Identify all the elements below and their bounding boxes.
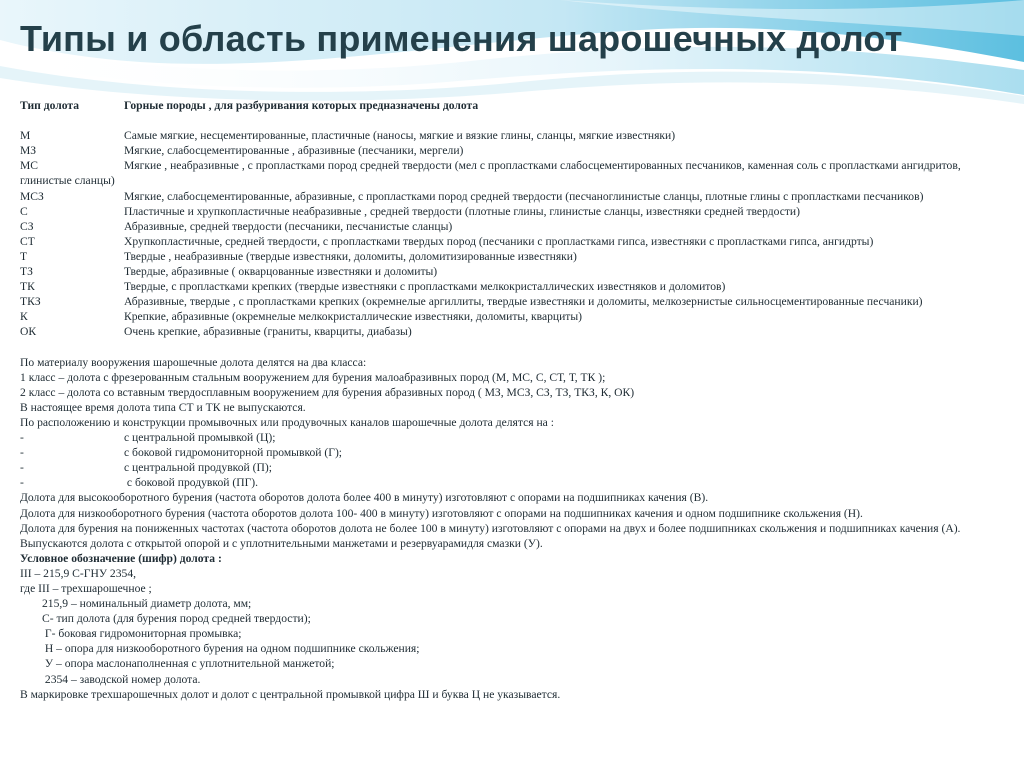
table-header [20,98,995,113]
bit-description: Мягкие, слабосцементированные , абразивные (песчаники, мергели) [124,144,464,158]
bit-code: ОК [20,325,37,339]
table-row [20,234,995,249]
list-item-text: с центральной промывкой (Ц); [124,431,276,445]
table-row [20,264,995,279]
bit-description: Твердые , неабразивные (твердые известняки, доломиты, доломитизированные известняки) [124,249,577,263]
list-item-text: с боковой продувкой (ПГ). [124,476,259,490]
bit-code: ТЗ [20,265,33,279]
bit-code: М [20,129,31,143]
bit-code: СЗ [20,219,34,233]
classes-intro: По материалу вооружения шарошечные долота делятся на два класса: [20,355,367,369]
list-item [20,475,995,490]
page-title: Типы и область применения шарошечных долот [20,18,903,59]
high-speed-text: Долота для высокооборотного бурения (частота оборотов долота более 400 в минуту) изготовляют с опорами на подшипниках качения (В). [20,491,709,505]
code-where: где III – трехшарошечное ; [20,582,152,595]
bit-description: Самые мягкие, несцементированные, пластичные (наносы, мягкие и вязкие глины, сланцы, мягкие известняки) [124,129,676,143]
flush-intro: По расположению и конструкции промывочных или продувочных каналов шарошечные долота делятся на : [20,415,554,429]
bit-description: Твердые, абразивные ( окварцованные известняки и доломиты) [124,265,438,279]
table-row [20,128,995,143]
list-marker: - [20,446,24,460]
code-part: У – опора маслонаполненная с уплотнительной манжетой; [42,657,335,671]
list-item-text: с боковой гидромониторной промывкой (Г); [124,446,343,460]
bit-code: МС [20,159,39,173]
bit-code: МСЗ [20,189,44,203]
class-1-text: 1 класс – долота с фрезерованным стальным вооружением для бурения малоабразивных пород (М, МС, С, СТ, Т, ТК ); [20,370,606,384]
header-bit-type: Тип долота [20,99,79,112]
bit-code: МЗ [20,144,37,158]
code-example: III – 215,9 С-ГНУ 2354, [20,566,137,580]
list-marker: - [20,476,24,490]
table-row [20,294,995,309]
list-item-text: с центральной продувкой (П); [124,461,272,475]
bit-code: К [20,310,28,324]
table-row [20,204,995,219]
bit-description: Пластичные и хрупкопластичные неабразивные , средней твердости (плотные глины, глинистые сланцы, известняки средней твердости) [124,204,800,218]
code-part: 2354 – заводской номер долота. [42,672,201,686]
code-part: Н – опора для низкооборотного бурения на одном подшипнике скольжения; [42,642,420,656]
list-marker: - [20,431,24,445]
bit-description: Хрупкопластичные, средней твердости, с пропластками твердых пород (песчаники с пропластками гипса, известняки с пропластками гипса, ангидрты) [124,234,874,248]
bit-description: Абразивные, средней твердости (песчаники, песчанистые сланцы) [124,219,453,233]
bit-code: С [20,204,28,218]
final-note: В маркировке трехшарошечных долот и долот с центральной промывкой цифра Ш и буква Ц не указывается. [20,687,561,701]
list-item [20,430,995,445]
table-row [20,219,995,234]
table-row [20,324,995,339]
table-row [20,249,995,264]
bit-description: Мягкие , неабразивные , с пропластками пород средней твердости (мел с пропластками слабосцементированных песчаников, каменная соль с пропластками ангидритов, глинистые сланцы) [20,159,961,188]
code-part: С- тип долота (для бурения пород средней твердости); [42,612,311,626]
list-item [20,445,995,460]
bit-code: СТ [20,234,35,248]
code-part: Г- боковая гидромониторная промывка; [42,627,242,641]
bit-description: Крепкие, абразивные (окремнелые мелкокристаллические известняки, доломиты, кварциты) [124,310,583,324]
lowered-speed-text: Долота для бурения на пониженных частотах (частота оборотов долота не более 100 в минуту) изготовляют с опорами на двух и более подшипниках скольжения и подшипниках качения (А). [20,521,961,535]
code-part: 215,9 – номинальный диаметр долота, мм; [42,597,252,611]
open-bearing-text: Выпускаются долота с открытой опорой и с уплотнительными манжетами и резервуарамидля смазки (У). [20,536,543,550]
table-row [20,309,995,324]
header-rock-types: Горные породы , для разбуривания которых предназначены долота [124,99,479,112]
list-marker: - [20,461,24,475]
bit-code: ТКЗ [20,295,41,309]
low-speed-text: Долота для низкооборотного бурения (частота оборотов долота 100- 400 в минуту) изготовляют с опорами на подшипниках качения и одном подшипнике скольжения (Н). [20,506,863,520]
bit-code: ТК [20,280,35,294]
bit-code: Т [20,249,28,263]
bit-description: Очень крепкие, абразивные (граниты, кварциты, диабазы) [124,325,412,339]
bit-description: Мягкие, слабосцементированные, абразивные, с пропластками пород средней твердости (песчаноглинистые сланцы, плотные глины с пропластками песчаников) [124,189,924,203]
table-row [20,158,995,188]
code-title: Условное обозначение (шифр) долота : [20,551,222,565]
not-produced-note: В настоящее время долота типа СТ и ТК не выпускаются. [20,400,306,414]
table-row [20,279,995,294]
list-item [20,460,995,475]
table-row [20,143,995,158]
bit-description: Абразивные, твердые , с пропластками крепких (окремнелые аргиллиты, твердые известняки и доломиты, мелкозернистые сильносцементированные песчаники) [124,295,923,309]
bit-description: Твердые, с пропластками крепких (твердые известняки с пропластками мелкокристаллических известняков и доломитов) [124,280,726,294]
table-row [20,189,995,204]
document-body [20,98,995,702]
class-2-text: 2 класс – долота со вставным твердосплавным вооружением для бурения абразивных пород ( МЗ, МСЗ, СЗ, ТЗ, ТКЗ, К, ОК) [20,385,635,399]
